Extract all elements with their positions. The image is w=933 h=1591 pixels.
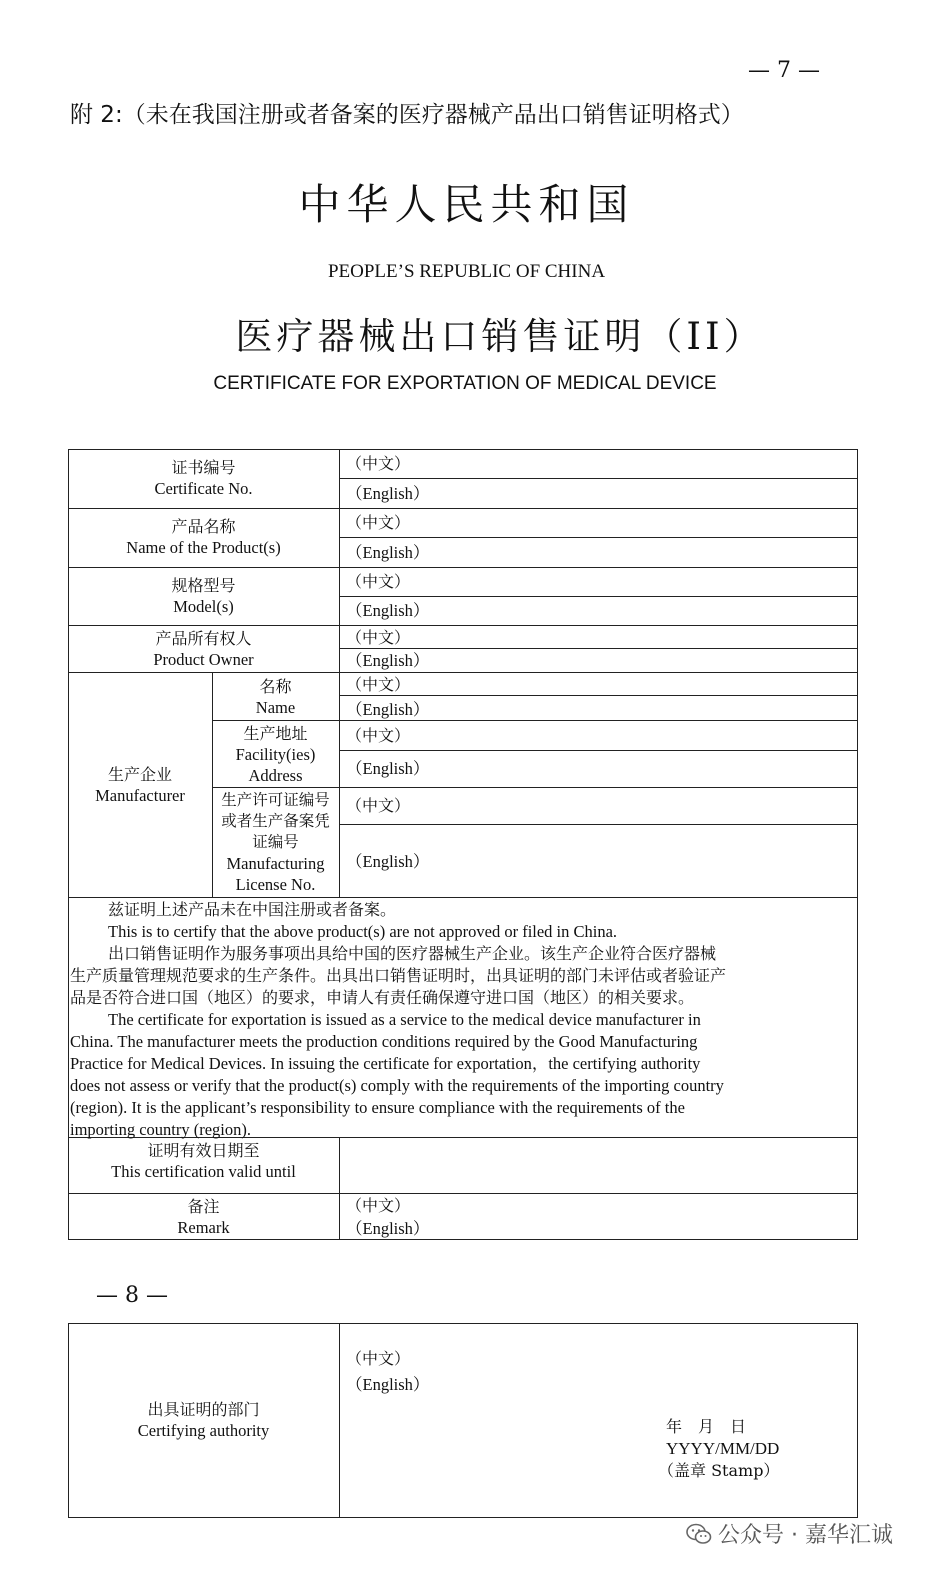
authority-cn-field[interactable]: （中文） xyxy=(346,1349,411,1368)
owner-en-field[interactable]: （English） xyxy=(346,651,430,670)
model-label: 规格型号 Model(s) xyxy=(171,576,236,616)
facility-address-cn-field[interactable]: （中文） xyxy=(346,726,411,745)
document-title-en: CERTIFICATE FOR EXPORTATION OF MEDICAL DEVICE xyxy=(213,373,717,394)
owner-cn-field[interactable]: （中文） xyxy=(346,628,411,647)
remark-cn-field[interactable]: （中文） xyxy=(346,1196,411,1215)
watermark: 公众号 · 嘉华汇诚 xyxy=(686,1518,893,1549)
remark-en-field[interactable]: （English） xyxy=(346,1219,430,1238)
license-no-label: 生产许可证编号 或者生产备案凭 证编号 Manufacturing License No. xyxy=(221,791,330,894)
model-cn-field[interactable]: （中文） xyxy=(346,572,411,591)
manufacturer-name-cn-field[interactable]: （中文） xyxy=(346,675,411,694)
cert-no-label: 证书编号 Certificate No. xyxy=(154,458,253,498)
certifying-authority-label: 出具证明的部门 Certifying authority xyxy=(137,1400,270,1440)
authority-en-field[interactable]: （English） xyxy=(346,1375,430,1394)
country-title-en: PEOPLE’S REPUBLIC OF CHINA xyxy=(327,261,606,282)
model-en-field[interactable]: （English） xyxy=(346,601,430,620)
manufacturer-name-en-field[interactable]: （English） xyxy=(346,700,430,719)
product-name-en-field[interactable]: （English） xyxy=(346,543,430,562)
date-stamp-block: 年 月 日 YYYY/MM/DD （盖章 Stamp） xyxy=(658,1417,780,1480)
product-name-cn-field[interactable]: （中文） xyxy=(346,513,411,532)
owner-label: 产品所有权人 Product Owner xyxy=(153,629,254,669)
facility-address-en-field[interactable]: （English） xyxy=(346,759,430,778)
product-name-label: 产品名称 Name of the Product(s) xyxy=(126,517,281,557)
certification-statement: 兹证明上述产品未在中国注册或者备案。 This is to certify that the above product(s) are not approved or filed in China. 出口销售证明作为服务事项出具给中国的医疗器械生产企业。该生产企业符合医疗器械 生产质量管理规范要求的生产条件。出具出口销售证明时，出具证明的部门未评估或者验证产 品是否符合进口国（地区）的要求，申请人有责任确保遵守进口国（地区）的相关要求。 The certificate for exportation is issued as a service to the medical device manufacturer in China. The manufacturer meets the production conditions required by the Good Manufacturing Practice for Medical Devices. In issuing the certificate for exportation，the certifying authority does not assess or verify that the product(s) comply with the requirements of the importing country (region). It is the applicant’s responsibility to ensure compliance with the requirements of the importing country (region). xyxy=(70,900,727,1139)
document-title-cn: 医疗器械出口销售证明（II） xyxy=(235,315,765,358)
page-number-bottom: — 8 — xyxy=(96,1283,168,1308)
cert-no-en-field[interactable]: （English） xyxy=(346,484,430,503)
page-number-top: — 7 — xyxy=(748,58,820,83)
annex-heading: 附 2:（未在我国注册或者备案的医疗器械产品出口销售证明格式） xyxy=(70,102,744,128)
valid-until-label: 证明有效日期至 This certification valid until xyxy=(111,1141,296,1181)
cert-no-cn-field[interactable]: （中文） xyxy=(346,454,411,473)
wechat-icon xyxy=(686,1523,712,1545)
valid-until-field[interactable] xyxy=(340,1139,857,1192)
manufacturer-name-label: 名称 Name xyxy=(255,677,296,717)
license-no-en-field[interactable]: （English） xyxy=(346,852,430,871)
manufacturer-label: 生产企业 Manufacturer xyxy=(95,765,185,805)
remark-label: 备注 Remark xyxy=(177,1197,230,1237)
facility-address-label: 生产地址 Facility(ies) Address xyxy=(235,724,316,785)
license-no-cn-field[interactable]: （中文） xyxy=(346,796,411,815)
country-title-cn: 中华人民共和国 xyxy=(298,180,635,229)
